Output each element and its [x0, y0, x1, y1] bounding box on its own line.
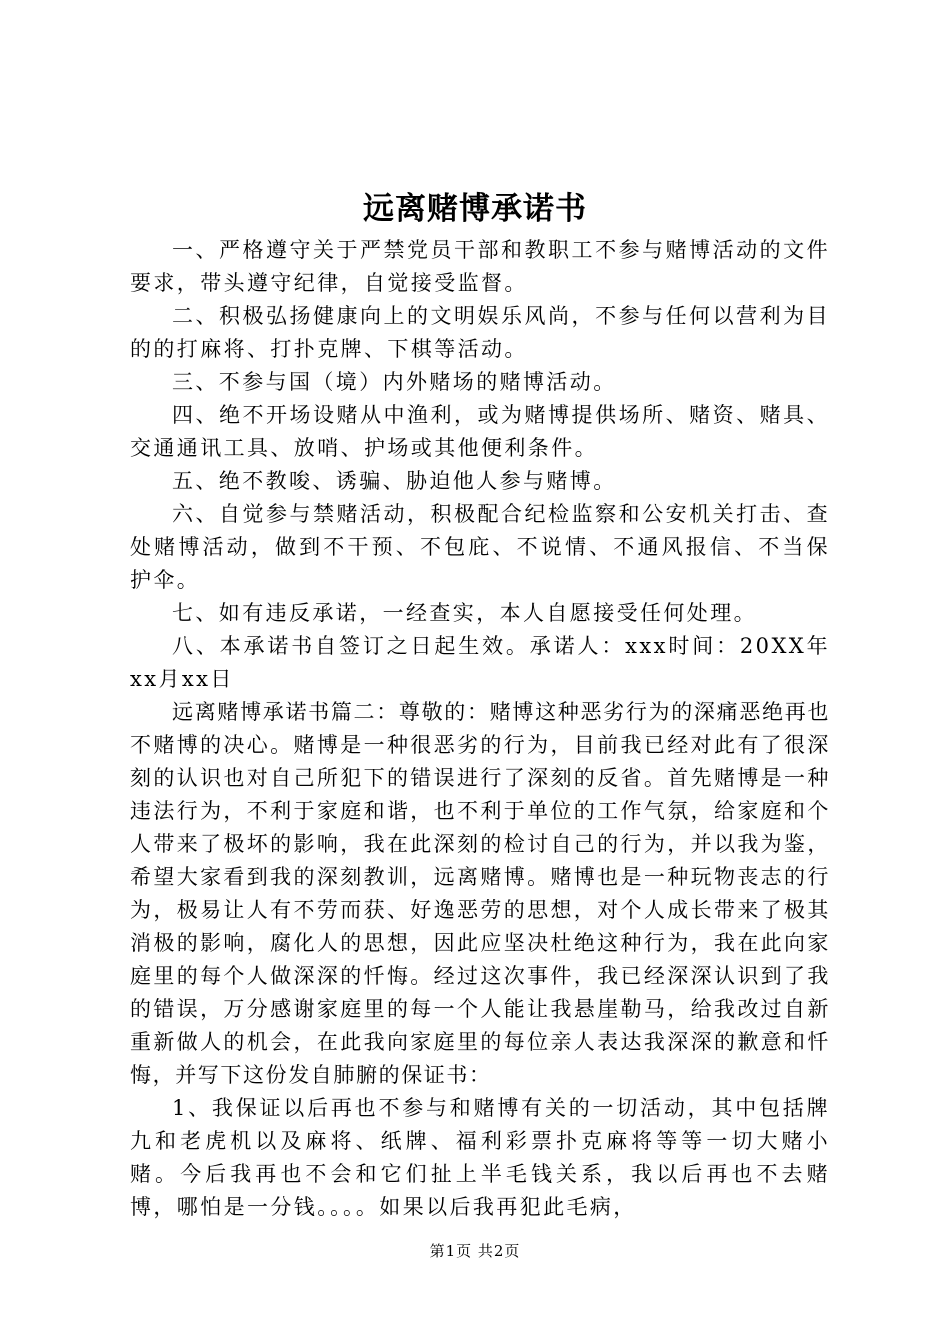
paragraph-5: 五、绝不教唆、诱骗、胁迫他人参与赌博。 [172, 469, 617, 493]
document-body [130, 234, 830, 1224]
paragraph-10: 1、我保证以后再也不参与和赌博有关的一切活动，其中包括牌九和老虎机以及麻将、纸牌、福利彩票扑克麻将等等一切大赌小赌。今后我再也不会和它们扯上半毛钱关系，我以后再也不去赌博，哪怕是一分钱。。。。如果以后我再犯此毛病， [130, 1096, 830, 1219]
paragraph-6: 六、自觉参与禁赌活动，积极配合纪检监察和公安机关打击、查处赌博活动，做到不干预、不包庇、不说情、不通风报信、不当保护伞。 [130, 502, 830, 592]
paragraph-8: 八、本承诺书自签订之日起生效。承诺人：xxx时间：20XX年xx月xx日 [130, 634, 830, 691]
paragraph-1: 一、严格遵守关于严禁党员干部和教职工不参与赌博活动的文件要求，带头遵守纪律，自觉接受监督。 [130, 238, 830, 295]
page-number-footer: 第1页 共2页 [429, 1242, 521, 1260]
document-title: 远离赌博承诺书 [363, 191, 587, 227]
paragraph-3: 三、不参与国（境）内外赌场的赌博活动。 [172, 370, 617, 394]
paragraph-2: 二、积极弘扬健康向上的文明娱乐风尚，不参与任何以营利为目的的打麻将、打扑克牌、下棋等活动。 [130, 304, 830, 361]
paragraph-9: 远离赌博承诺书篇二：尊敬的：赌博这种恶劣行为的深痛恶绝再也不赌博的决心。赌博是一种很恶劣的行为，目前我已经对此有了很深刻的认识也对自己所犯下的错误进行了深刻的反省。首先赌博是一种违法行为，不利于家庭和谐，也不利于单位的工作气氛，给家庭和个人带来了极坏的影响，我在此深刻的检讨自己的行为，并以我为鉴，希望大家看到我的深刻教训，远离赌博。赌博也是一种玩物丧志的行为，极易让人有不劳而获、好逸恶劳的思想，对个人成长带来了极其消极的影响，腐化人的思想，因此应坚决杜绝这种行为，我在此向家庭里的每个人做深深的忏悔。经过这次事件，我已经深深认识到了我的错误，万分感谢家庭里的每一个人能让我悬崖勒马，给我改过自新重新做人的机会，在此我向家庭里的每位亲人表达我深深的歉意和忏悔，并写下这份发自肺腑的保证书： [130, 700, 830, 1087]
paragraph-7: 七、如有违反承诺，一经查实，本人自愿接受任何处理。 [172, 601, 757, 625]
paragraph-4: 四、绝不开场设赌从中渔利，或为赌博提供场所、赌资、赌具、交通通讯工具、放哨、护场或其他便利条件。 [130, 403, 830, 460]
